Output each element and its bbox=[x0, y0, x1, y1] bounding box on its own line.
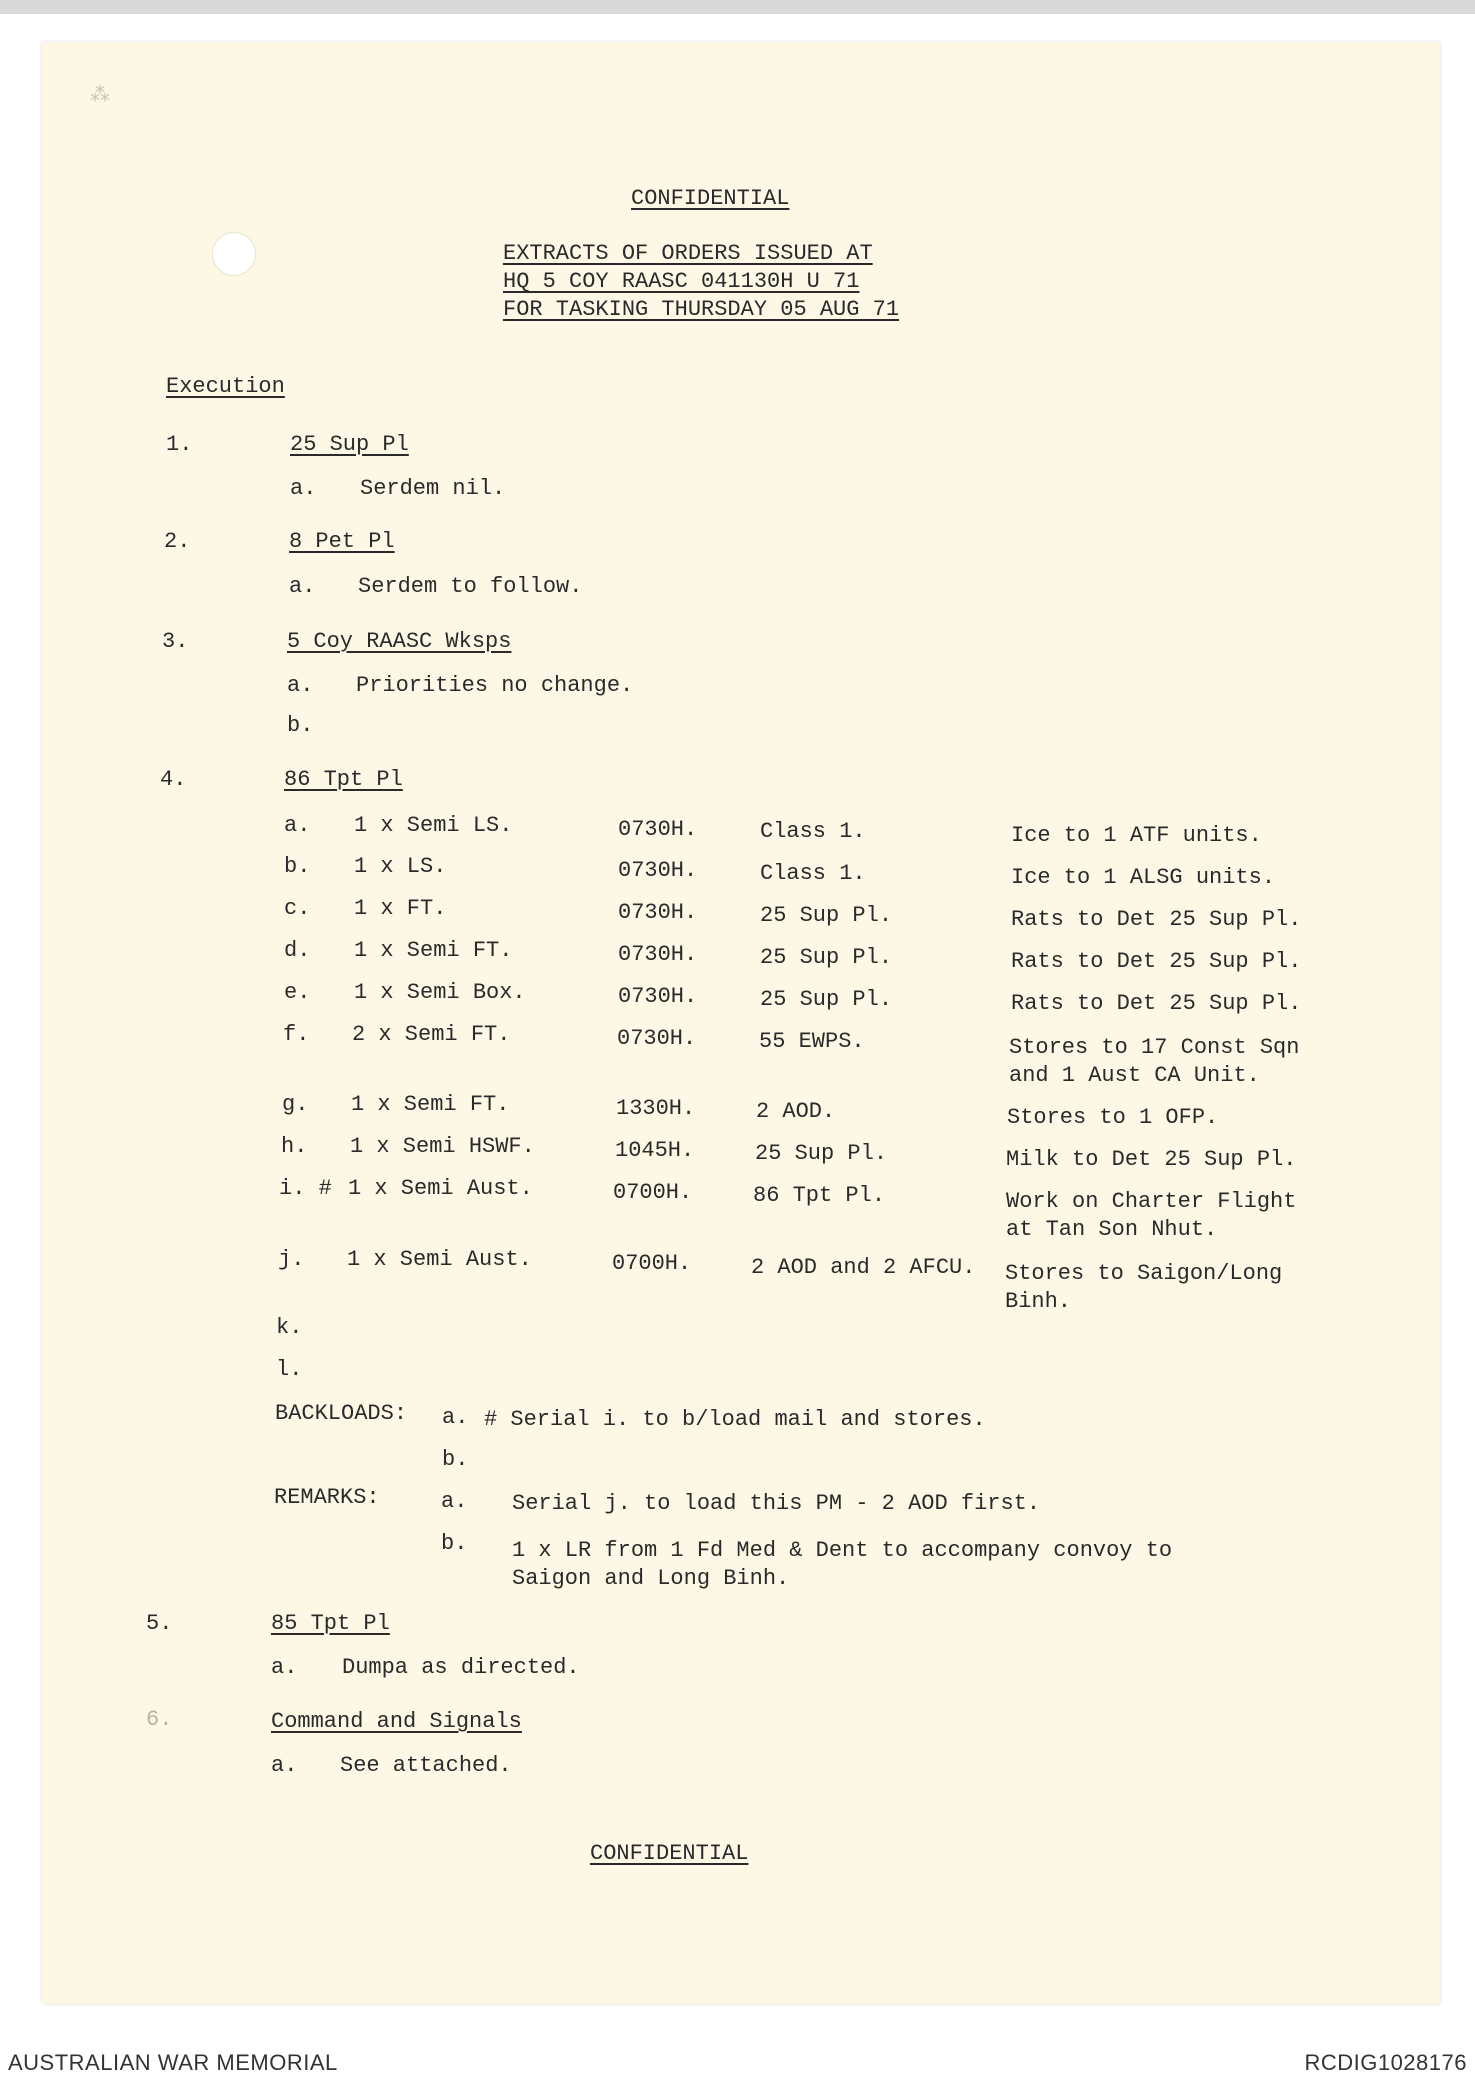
remark-text: 1 x LR from 1 Fd Med & Dent to accompany convoy to bbox=[512, 1538, 1173, 1563]
serial-task-cont: Binh. bbox=[1005, 1289, 1072, 1314]
serial-task-cont: at Tan Son Nhut. bbox=[1006, 1217, 1218, 1242]
serial-time: 0730H. bbox=[617, 1026, 697, 1051]
serial-vehicle: 1 x Semi FT. bbox=[354, 938, 513, 963]
serial-letter: i. # bbox=[279, 1176, 332, 1201]
serial-time: 0730H. bbox=[618, 942, 698, 967]
remark-letter: a. bbox=[441, 1489, 468, 1514]
item-letter: a. bbox=[287, 673, 314, 698]
serial-time: 0730H. bbox=[618, 900, 698, 925]
para-title: 86 Tpt Pl bbox=[284, 767, 403, 792]
remarks-label: REMARKS: bbox=[274, 1485, 380, 1510]
serial-unit: 86 Tpt Pl. bbox=[753, 1183, 886, 1208]
title-line-2: HQ 5 COY RAASC 041130H U 71 bbox=[503, 269, 860, 294]
classification-bottom: CONFIDENTIAL bbox=[590, 1841, 749, 1866]
para-number: 6. bbox=[146, 1707, 173, 1732]
serial-unit: Class 1. bbox=[760, 861, 866, 886]
serial-letter: b. bbox=[284, 854, 311, 879]
serial-letter: d. bbox=[284, 938, 311, 963]
serial-vehicle: 1 x Semi HSWF. bbox=[350, 1134, 535, 1159]
archive-credit: AUSTRALIAN WAR MEMORIAL bbox=[8, 2050, 338, 2075]
serial-unit: 25 Sup Pl. bbox=[760, 987, 893, 1012]
serial-vehicle: 1 x Semi FT. bbox=[351, 1092, 510, 1117]
para-number: 2. bbox=[164, 529, 191, 554]
serial-unit: 25 Sup Pl. bbox=[755, 1141, 888, 1166]
serial-vehicle: 1 x FT. bbox=[354, 896, 447, 921]
punch-hole bbox=[212, 232, 256, 276]
serial-time: 0700H. bbox=[612, 1251, 692, 1276]
serial-unit: 25 Sup Pl. bbox=[760, 945, 893, 970]
serial-time: 0730H. bbox=[618, 984, 698, 1009]
para-title: 85 Tpt Pl bbox=[271, 1611, 390, 1636]
serial-time: 1045H. bbox=[615, 1138, 695, 1163]
serial-task: Stores to Saigon/Long bbox=[1005, 1261, 1283, 1286]
classification-top: CONFIDENTIAL bbox=[631, 186, 790, 211]
serial-unit: 2 AOD. bbox=[756, 1099, 836, 1124]
item-text: Dumpa as directed. bbox=[342, 1655, 580, 1680]
serial-letter: f. bbox=[283, 1022, 310, 1047]
serial-unit: 55 EWPS. bbox=[759, 1029, 865, 1054]
serial-task: Ice to 1 ALSG units. bbox=[1011, 865, 1276, 890]
serial-letter: g. bbox=[282, 1092, 309, 1117]
serial-task: Ice to 1 ATF units. bbox=[1011, 823, 1262, 848]
serial-vehicle: 2 x Semi FT. bbox=[352, 1022, 511, 1047]
serial-vehicle: 1 x Semi LS. bbox=[354, 813, 513, 838]
serial-task-cont: and 1 Aust CA Unit. bbox=[1009, 1063, 1260, 1088]
item-letter: a. bbox=[289, 574, 316, 599]
item-letter: a. bbox=[271, 1655, 298, 1680]
serial-time: 0730H. bbox=[618, 817, 698, 842]
serial-time: 0700H. bbox=[613, 1180, 693, 1205]
serial-task: Stores to 1 OFP. bbox=[1007, 1105, 1219, 1130]
backload-letter: b. bbox=[442, 1447, 469, 1472]
serial-time: 0730H. bbox=[618, 858, 698, 883]
item-text: Serdem nil. bbox=[360, 476, 506, 501]
serial-letter: k. bbox=[276, 1315, 303, 1340]
para-number: 5. bbox=[146, 1611, 173, 1636]
item-letter: a. bbox=[271, 1753, 298, 1778]
serial-vehicle: 1 x LS. bbox=[354, 854, 447, 879]
serial-task: Stores to 17 Const Sqn bbox=[1009, 1035, 1300, 1060]
serial-letter: j. bbox=[278, 1247, 305, 1272]
para-title: 8 Pet Pl bbox=[289, 529, 395, 554]
serial-letter: l. bbox=[276, 1357, 303, 1382]
item-text: Serdem to follow. bbox=[358, 574, 583, 599]
serial-vehicle: 1 x Semi Aust. bbox=[347, 1247, 532, 1272]
remark-text: Serial j. to load this PM - 2 AOD first. bbox=[512, 1491, 1041, 1516]
para-title: Command and Signals bbox=[271, 1709, 522, 1734]
backload-letter: a. bbox=[442, 1405, 469, 1430]
serial-letter: a. bbox=[284, 813, 311, 838]
pencil-mark: ⁂ bbox=[90, 85, 110, 108]
remark-text-cont: Saigon and Long Binh. bbox=[512, 1566, 790, 1591]
serial-task: Rats to Det 25 Sup Pl. bbox=[1011, 991, 1302, 1016]
scan-top-border bbox=[0, 0, 1475, 14]
serial-vehicle: 1 x Semi Aust. bbox=[348, 1176, 533, 1201]
item-text: See attached. bbox=[340, 1753, 512, 1778]
para-title: 5 Coy RAASC Wksps bbox=[287, 629, 512, 654]
para-number: 3. bbox=[162, 629, 189, 654]
serial-letter: c. bbox=[284, 896, 311, 921]
item-text: Priorities no change. bbox=[356, 673, 634, 698]
remark-letter: b. bbox=[441, 1531, 468, 1556]
title-line-1: EXTRACTS OF ORDERS ISSUED AT bbox=[503, 241, 873, 266]
backload-text: # Serial i. to b/load mail and stores. bbox=[484, 1407, 986, 1432]
backloads-label: BACKLOADS: bbox=[275, 1401, 408, 1426]
item-letter: b. bbox=[287, 713, 314, 738]
serial-unit: 25 Sup Pl. bbox=[760, 903, 893, 928]
serial-task: Rats to Det 25 Sup Pl. bbox=[1011, 949, 1302, 974]
serial-letter: h. bbox=[281, 1134, 308, 1159]
serial-unit: 2 AOD and 2 AFCU. bbox=[751, 1255, 976, 1280]
item-letter: a. bbox=[290, 476, 317, 501]
serial-letter: e. bbox=[284, 980, 311, 1005]
document-page bbox=[42, 42, 1440, 2004]
para-number: 1. bbox=[166, 432, 193, 457]
title-line-3: FOR TASKING THURSDAY 05 AUG 71 bbox=[503, 297, 900, 322]
archive-reference: RCDIG1028176 bbox=[1304, 2050, 1467, 2075]
para-number: 4. bbox=[160, 767, 187, 792]
serial-vehicle: 1 x Semi Box. bbox=[354, 980, 526, 1005]
serial-task: Work on Charter Flight bbox=[1006, 1189, 1297, 1214]
serial-unit: Class 1. bbox=[760, 819, 866, 844]
section-heading: Execution bbox=[166, 374, 285, 399]
serial-time: 1330H. bbox=[616, 1096, 696, 1121]
para-title: 25 Sup Pl bbox=[290, 432, 409, 457]
serial-task: Milk to Det 25 Sup Pl. bbox=[1006, 1147, 1297, 1172]
serial-task: Rats to Det 25 Sup Pl. bbox=[1011, 907, 1302, 932]
